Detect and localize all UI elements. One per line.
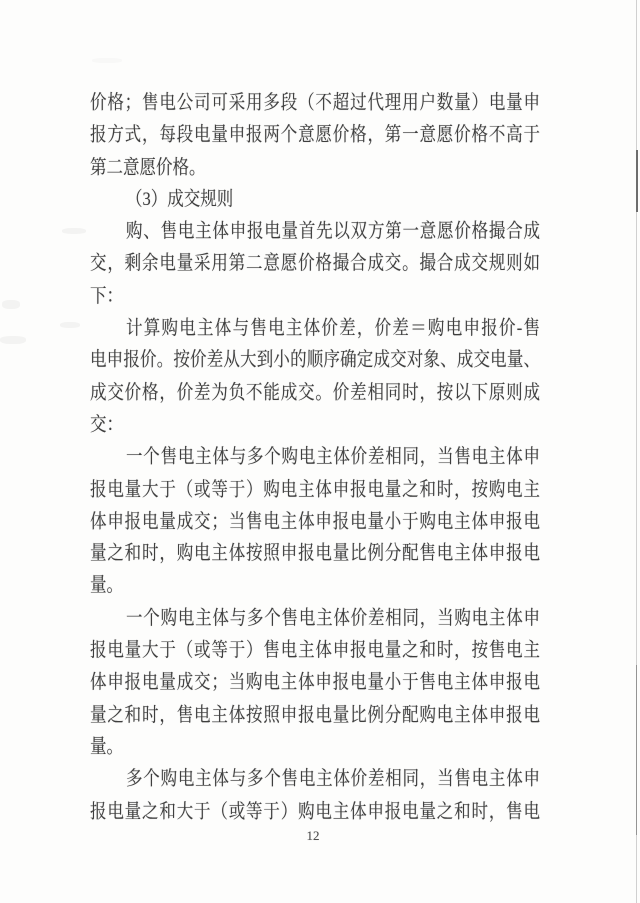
text-line: 量之和时，售电主体按照申报电量比例分配购电主体申报电 [90,702,540,726]
text-line: 一个售电主体与多个购电主体价差相同，当售电主体申 [126,445,540,468]
scan-smudge [62,228,86,234]
text-line: 量。 [90,573,123,597]
scan-artifact-dark-segment [636,665,637,835]
text-line: 一个购电主体与多个售电主体价差相同，当购电主体申 [126,606,540,629]
text-line: 第二意愿价格。 [90,155,206,178]
scan-smudge [0,336,26,344]
scan-smudge [60,322,80,328]
scan-artifact-dark-segment [636,150,638,212]
page-number: 12 [306,828,320,843]
text-line: 体申报电量成交；当购电主体申报电量小于售电主体申报电 [90,670,540,693]
text-line: 购、售电主体申报电量首先以双方第一意愿价格撮合成 [126,219,540,242]
document-text-block [90,86,540,827]
text-line: 报方式，每段电量申报两个意愿价格，第一意愿价格不高于 [90,122,540,146]
text-line: 报电量大于（或等于）售电主体申报电量之和时，按售电主 [90,638,540,661]
text-line: 体申报电量成交；当售电主体申报电量小于购电主体申报电 [90,509,540,532]
text-line: 报电量大于（或等于）购电主体申报电量之和时，按购电主 [90,477,540,500]
scan-smudge [92,58,122,63]
text-line: 量之和时，购电主体按照申报电量比例分配售电主体申报电 [90,541,540,565]
text-line: 电申报价。按价差从大到小的顺序确定成交对象、成交电量、 [90,348,540,371]
text-line: 下： [90,283,123,307]
text-line: 量。 [90,734,123,758]
text-line: 交，剩余电量采用第二意愿价格撮合成交。撮合成交规则如 [90,251,540,275]
text-line: 交： [90,412,123,436]
text-line: 成交价格，价差为负不能成交。价差相同时，按以下原则成 [90,380,540,404]
text-line: 多个购电主体与多个售电主体价差相同，当售电主体申 [126,767,540,790]
text-line-section-heading: （3）成交规则 [126,187,234,210]
scan-smudge [2,300,20,309]
text-line: 价格；售电公司可采用多段（不超过代理用户数量）电量申 [90,90,540,114]
text-line: 报电量之和大于（或等于）购电主体申报电量之和时，售电 [90,799,540,822]
text-line: 计算购电主体与售电主体价差，价差＝购电申报价-售 [126,316,540,339]
